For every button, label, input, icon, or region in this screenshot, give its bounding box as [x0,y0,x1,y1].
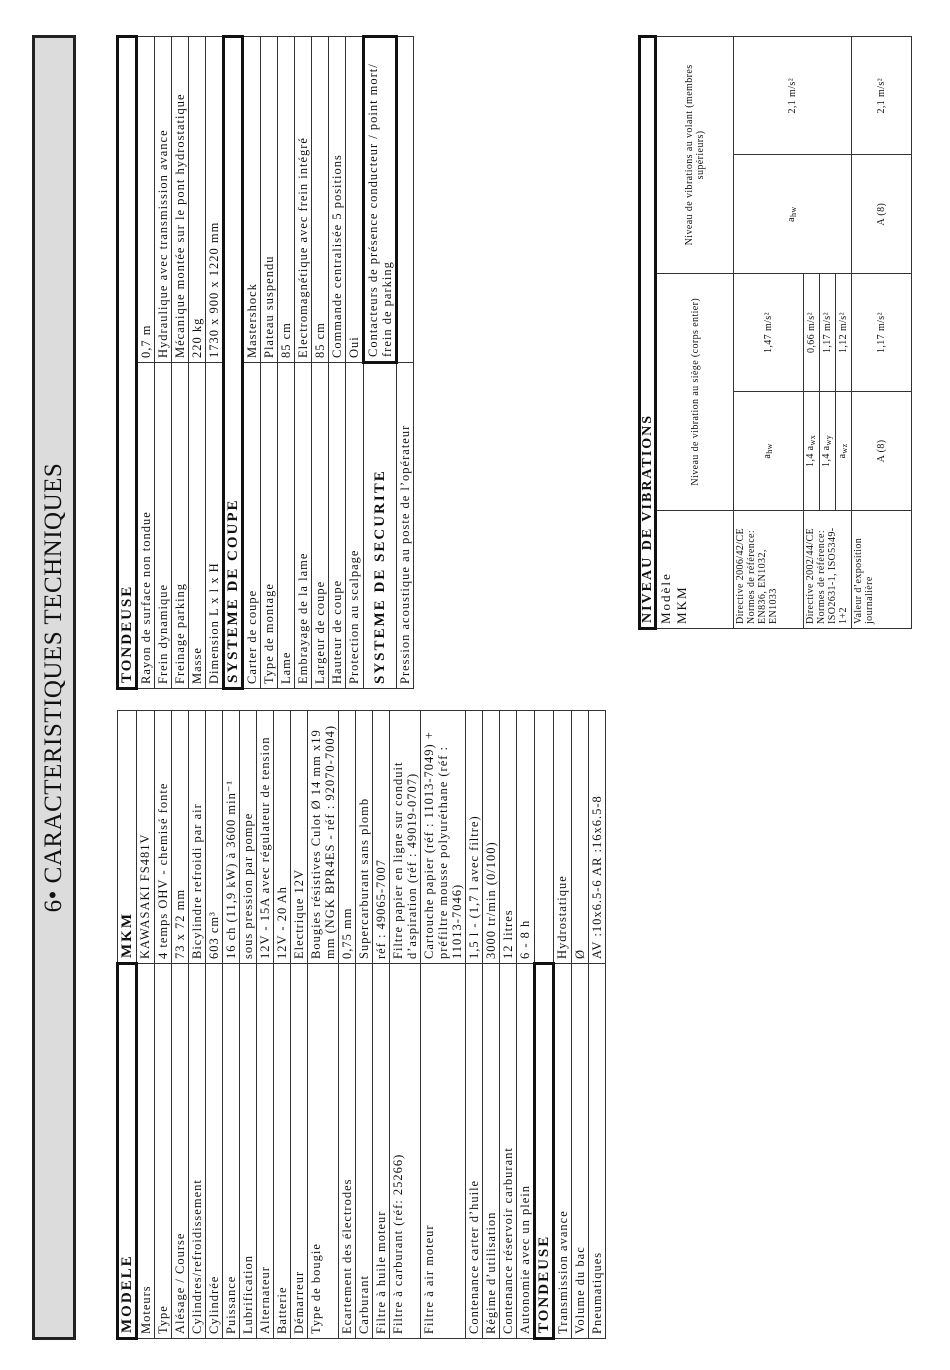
tondeuse-subheader: TONDEUSE [535,964,554,1339]
table-row [308,711,339,1339]
spec-label: Démarreur [291,964,308,1339]
spec-value: 85 cm [278,37,295,363]
spec-value: Ø [572,711,589,964]
spec-value: 12 litres [500,711,517,964]
dir2-sym-2: $a_{wz}$ [836,392,852,510]
spec-value: 12V - 20 Ah [274,711,291,964]
table-row [278,37,295,689]
table-row [261,37,278,689]
spec-value: AV :10x6.5-6 AR :16x6.5-8 [589,711,606,964]
spec-value: Hydrostatique [554,711,572,964]
expo-sym-volant: A (8) [852,155,912,273]
dir2-val-1: 1,17 m/s² [820,273,836,391]
table-row [483,711,500,1339]
spec-value: 0,7 m [137,37,155,363]
spec-value: 16 ch (11,9 kW) à 3600 min⁻¹ [223,711,240,964]
spec-value: Mastershock [243,37,261,363]
table-row [466,711,483,1339]
col-siege-header: Niveau de vibration au siège (corps entier) [656,273,734,510]
securite-row [364,37,397,689]
spec-value: 73 x 72 mm [172,711,189,964]
spec-value: 3000 tr/min (0/100) [483,711,500,964]
spec-label: Protection au scalpage [346,363,364,689]
spec-label: Lame [278,363,295,689]
spec-value: Electrique 12V [291,711,308,964]
table-row [295,37,312,689]
table-row [554,711,572,1339]
spec-label: Embrayage de la lame [295,363,312,689]
modele-value: MKM [674,585,689,624]
table-row [356,711,373,1339]
directive-2: Directive 2002/44/CE Normes de référence: ISO2631-1, ISO5349-1+2 [804,510,852,628]
table-row [189,711,206,1339]
dir1-sym-siege: $a_{hw}$ [734,392,804,510]
modele-table [116,710,606,1340]
spec-label: Volume du bac [572,964,589,1339]
table-row [589,711,606,1339]
spec-value: 4 temps OHV - chemisé fonte [155,711,172,964]
spec-label: Cylindres/refroidissement [189,964,206,1339]
spec-label: Alternateur [257,964,274,1339]
spec-value: 1,5 l - (1,7 l avec filtre) [466,711,483,964]
spec-label: Largeur de coupe [312,363,329,689]
coupe-header: SYSTEME DE COUPE [224,37,243,689]
table-row [223,711,240,1339]
spec-label: Rayon de surface non tondue [137,363,155,689]
spec-label: Dimension L x l x H [206,363,224,689]
spec-label: Lubrification [240,964,257,1339]
spec-label: Ecartement des électrodes [339,964,356,1339]
table-row [240,711,257,1339]
spec-value: Filtre papier en ligne sur conduit d’aspiration (réf : 49019-0707) [390,711,421,964]
table-row [172,711,189,1339]
securite-header: SYSTEME DE SECURITE [364,363,397,689]
spec-label: Batterie [274,964,291,1339]
pression-value [397,37,414,363]
pression-row [397,37,414,689]
mkm-header: MKM [118,711,137,964]
expo-val-volant: 2,1 m/s² [852,37,912,155]
spec-value: Oui [346,37,364,363]
spec-value: KAWASAKI FS481V [137,711,155,964]
spec-value: Bicylindre refroidi par air [189,711,206,964]
table-row [172,37,189,689]
spec-value: 0,75 mm [339,711,356,964]
tondeuse-header-row [118,37,137,689]
spec-value: 220 kg [189,37,206,363]
tondeuse-subheader-row [535,711,554,1339]
securite-value: Contacteurs de présence conducteur / point mort/ frein de parking [364,37,397,363]
table-row [517,711,535,1339]
col-volant-header: Niveau de vibrations au volant (membres supérieurs) [656,37,734,274]
spec-label: Carburant [356,964,373,1339]
table-row [500,711,517,1339]
spec-label: Hauteur de coupe [329,363,346,689]
table-row [572,711,589,1339]
table-row [257,711,274,1339]
table-row [137,711,155,1339]
table-row [390,711,421,1339]
dir1-val-siege: 1,47 m/s² [734,273,804,391]
dir2-sym-1: 1,4 $a_{wy}$ [820,392,836,510]
table-row [373,711,390,1339]
spec-value: 603 cm³ [206,711,223,964]
table-row [312,37,329,689]
expo-val-siege: 1,17 m/s² [852,273,912,391]
spec-value: 12V - 15A avec régulateur de tension [257,711,274,964]
spec-value: Electromagnétique avec frein intégré [295,37,312,363]
page-title: 6• CARACTERISTIQUES TECHNIQUES [32,35,76,1340]
directive-1: Directive 2006/42/CE Normes de référence: EN836, EN1032, EN1033 [734,510,804,628]
modele-cell [656,510,734,628]
spec-value: 1730 x 900 x 1220 mm [206,37,224,363]
table-row [339,711,356,1339]
table-row [274,711,291,1339]
table-row [189,37,206,689]
table-row [206,711,223,1339]
exposition-label: Valeur d’exposition journalière [852,510,912,628]
dir2-val-2: 1,12 m/s² [836,273,852,391]
expo-sym-siege: A (8) [852,392,912,510]
modele-label: Modèle [658,572,673,624]
tondeuse-subheader-blank [535,711,554,964]
table-row [155,711,172,1339]
spec-label: Alésage / Course [172,964,189,1339]
spec-label: Contenance carter d’huile [466,964,483,1339]
spec-label: Pneumatiques [589,964,606,1339]
spec-label: Type de montage [261,363,278,689]
dir2-sym-0: 1,4 $a_{wx}$ [804,392,820,510]
spec-value: réf : 49065-7007 [373,711,390,964]
dir2-val-0: 0,66 m/s² [804,273,820,391]
spec-label: Autonomie avec un plein [517,964,535,1339]
vibrations-header: NIVEAU DE VIBRATIONS [640,37,656,629]
spec-label: Transmission avance [554,964,572,1339]
spec-value: Supercarburant sans plomb [356,711,373,964]
table-row [421,711,466,1339]
table-row [291,711,308,1339]
spec-value: Bougies résistives Culot Ø 14 mm x19 mm (NGK BPR4ES - réf : 92070-7004) [308,711,339,964]
spec-value: Plateau suspendu [261,37,278,363]
tondeuse-header: TONDEUSE [118,37,137,689]
spec-label: Frein dynamique [155,363,172,689]
spec-label: Filtre à huile moteur [373,964,390,1339]
coupe-header-row [224,37,243,689]
vibrations-table [638,35,912,630]
modele-header-row [118,711,137,1339]
spec-label: Puissance [223,964,240,1339]
spec-label: Moteurs [137,964,155,1339]
spec-label: Filtre à carburant (réf: 25266) [390,964,421,1339]
table-row [155,37,172,689]
spec-label: Cylindrée [206,964,223,1339]
spec-value: 85 cm [312,37,329,363]
spec-label: Carter de coupe [243,363,261,689]
spec-label: Contenance réservoir carburant [500,964,517,1339]
spec-label: Masse [189,363,206,689]
table-row [243,37,261,689]
tondeuse-table [116,35,414,690]
table-row [137,37,155,689]
spec-label: Type [155,964,172,1339]
spec-value: Cartouche papier (réf : 11013-7049) + préfiltre mousse polyuréthane (réf : 11013-7046) [421,711,466,964]
spec-label: Type de bougie [308,964,339,1339]
table-row [329,37,346,689]
spec-label: Freinage parking [172,363,189,689]
spec-label: Régime d’utilisation [483,964,500,1339]
dir1-sym-volant: $a_{hw}$ [734,155,852,273]
dir1-val-volant: 2,1 m/s² [734,37,852,155]
table-row [346,37,364,689]
spec-value: 6 - 8 h [517,711,535,964]
spec-value: Mécanique montée sur le pont hydrostatique [172,37,189,363]
spec-value: sous pression par pompe [240,711,257,964]
table-row [206,37,224,689]
spec-value: Commande centralisée 5 positions [329,37,346,363]
modele-header: MODELE [118,964,137,1339]
spec-value: Hydraulique avec transmission avance [155,37,172,363]
spec-label: Filtre à air moteur [421,964,466,1339]
pression-label: Pression acoustique au poste de l’opérateur [397,363,414,689]
